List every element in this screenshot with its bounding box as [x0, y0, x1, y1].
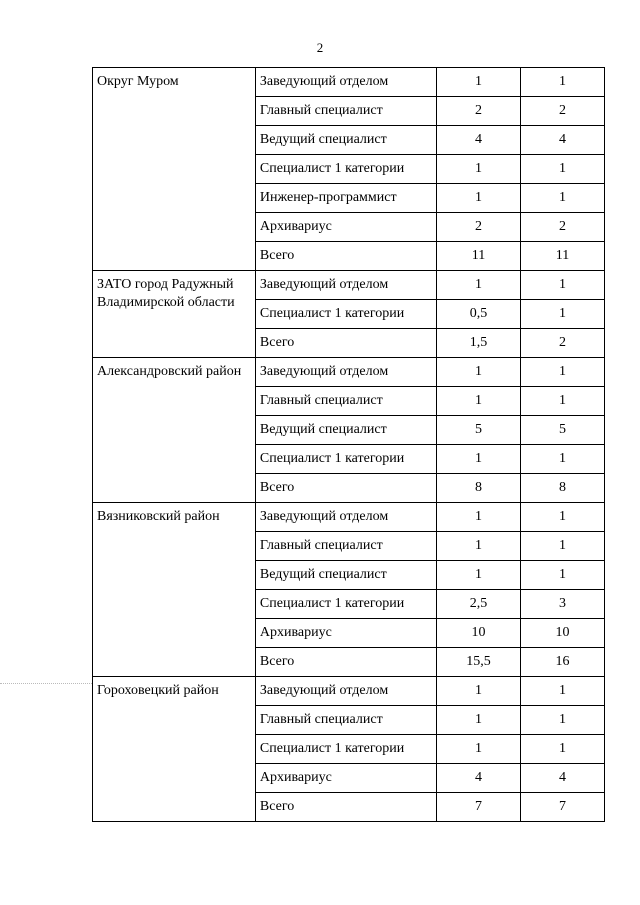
staff-count-cell: 1 [437, 735, 521, 764]
staff-count-cell: 1,5 [437, 329, 521, 358]
staff-count-cell: 1 [437, 561, 521, 590]
position-cell: Ведущий специалист [255, 416, 436, 445]
position-cell: Специалист 1 категории [255, 300, 436, 329]
position-cell: Главный специалист [255, 97, 436, 126]
organization-cell: Округ Муром [93, 68, 256, 271]
position-cell: Специалист 1 категории [255, 445, 436, 474]
staff-count-new-cell: 4 [520, 764, 604, 793]
staff-count-cell: 1 [437, 184, 521, 213]
staff-count-cell: 1 [437, 358, 521, 387]
staff-count-new-cell: 1 [520, 68, 604, 97]
staff-count-new-cell: 1 [520, 155, 604, 184]
staff-count-new-cell: 11 [520, 242, 604, 271]
staff-count-cell: 2 [437, 97, 521, 126]
table-row [93, 68, 605, 97]
position-cell: Ведущий специалист [255, 561, 436, 590]
staff-count-new-cell: 1 [520, 184, 604, 213]
staff-count-new-cell: 1 [520, 503, 604, 532]
staff-count-cell: 1 [437, 271, 521, 300]
position-cell: Специалист 1 категории [255, 155, 436, 184]
position-cell: Главный специалист [255, 706, 436, 735]
staff-count-cell: 2,5 [437, 590, 521, 619]
staff-count-cell: 8 [437, 474, 521, 503]
organization-cell: Александровский район [93, 358, 256, 503]
staff-count-new-cell: 1 [520, 387, 604, 416]
position-cell: Всего [255, 242, 436, 271]
staff-count-new-cell: 2 [520, 213, 604, 242]
staff-count-new-cell: 1 [520, 677, 604, 706]
position-cell: Заведующий отделом [255, 68, 436, 97]
position-cell: Специалист 1 категории [255, 735, 436, 764]
staff-count-new-cell: 1 [520, 735, 604, 764]
staff-count-cell: 7 [437, 793, 521, 822]
staff-count-new-cell: 2 [520, 97, 604, 126]
position-cell: Заведующий отделом [255, 271, 436, 300]
staff-count-cell: 1 [437, 445, 521, 474]
scan-artifact-line [0, 683, 92, 684]
position-cell: Заведующий отделом [255, 677, 436, 706]
position-cell: Инженер-программист [255, 184, 436, 213]
staff-count-cell: 1 [437, 503, 521, 532]
position-cell: Всего [255, 474, 436, 503]
staff-count-cell: 1 [437, 532, 521, 561]
staff-count-new-cell: 3 [520, 590, 604, 619]
table-row [93, 503, 605, 532]
staff-count-new-cell: 2 [520, 329, 604, 358]
staff-count-cell: 1 [437, 706, 521, 735]
staff-count-cell: 1 [437, 387, 521, 416]
staff-count-cell: 4 [437, 764, 521, 793]
staff-count-new-cell: 4 [520, 126, 604, 155]
page-number: 2 [316, 40, 324, 55]
staff-count-new-cell: 1 [520, 561, 604, 590]
staff-count-cell: 10 [437, 619, 521, 648]
staff-count-new-cell: 10 [520, 619, 604, 648]
table-row [93, 271, 605, 300]
staff-count-new-cell: 1 [520, 445, 604, 474]
position-cell: Архивариус [255, 619, 436, 648]
position-cell: Заведующий отделом [255, 503, 436, 532]
position-cell: Архивариус [255, 213, 436, 242]
position-cell: Главный специалист [255, 532, 436, 561]
position-cell: Специалист 1 категории [255, 590, 436, 619]
position-cell: Всего [255, 329, 436, 358]
staff-count-new-cell: 8 [520, 474, 604, 503]
staff-count-cell: 2 [437, 213, 521, 242]
staff-count-cell: 11 [437, 242, 521, 271]
position-cell: Ведущий специалист [255, 126, 436, 155]
staff-count-new-cell: 1 [520, 271, 604, 300]
position-cell: Архивариус [255, 764, 436, 793]
table-row [93, 677, 605, 706]
staff-count-new-cell: 7 [520, 793, 604, 822]
staff-count-cell: 0,5 [437, 300, 521, 329]
staff-count-cell: 4 [437, 126, 521, 155]
organization-cell: ЗАТО город Радужный Владимирской области [93, 271, 256, 358]
position-cell: Главный специалист [255, 387, 436, 416]
staff-count-new-cell: 1 [520, 532, 604, 561]
staff-count-cell: 5 [437, 416, 521, 445]
staff-table [92, 67, 605, 822]
table-row [93, 358, 605, 387]
staff-count-new-cell: 1 [520, 300, 604, 329]
staff-count-cell: 1 [437, 68, 521, 97]
staff-count-new-cell: 16 [520, 648, 604, 677]
staff-count-new-cell: 1 [520, 358, 604, 387]
position-cell: Всего [255, 648, 436, 677]
organization-cell: Вязниковский район [93, 503, 256, 677]
staff-count-new-cell: 1 [520, 706, 604, 735]
organization-cell: Гороховецкий район [93, 677, 256, 822]
position-cell: Всего [255, 793, 436, 822]
staff-count-cell: 1 [437, 677, 521, 706]
staff-count-cell: 1 [437, 155, 521, 184]
staff-count-cell: 15,5 [437, 648, 521, 677]
position-cell: Заведующий отделом [255, 358, 436, 387]
staff-count-new-cell: 5 [520, 416, 604, 445]
staff-table-body [93, 68, 605, 822]
